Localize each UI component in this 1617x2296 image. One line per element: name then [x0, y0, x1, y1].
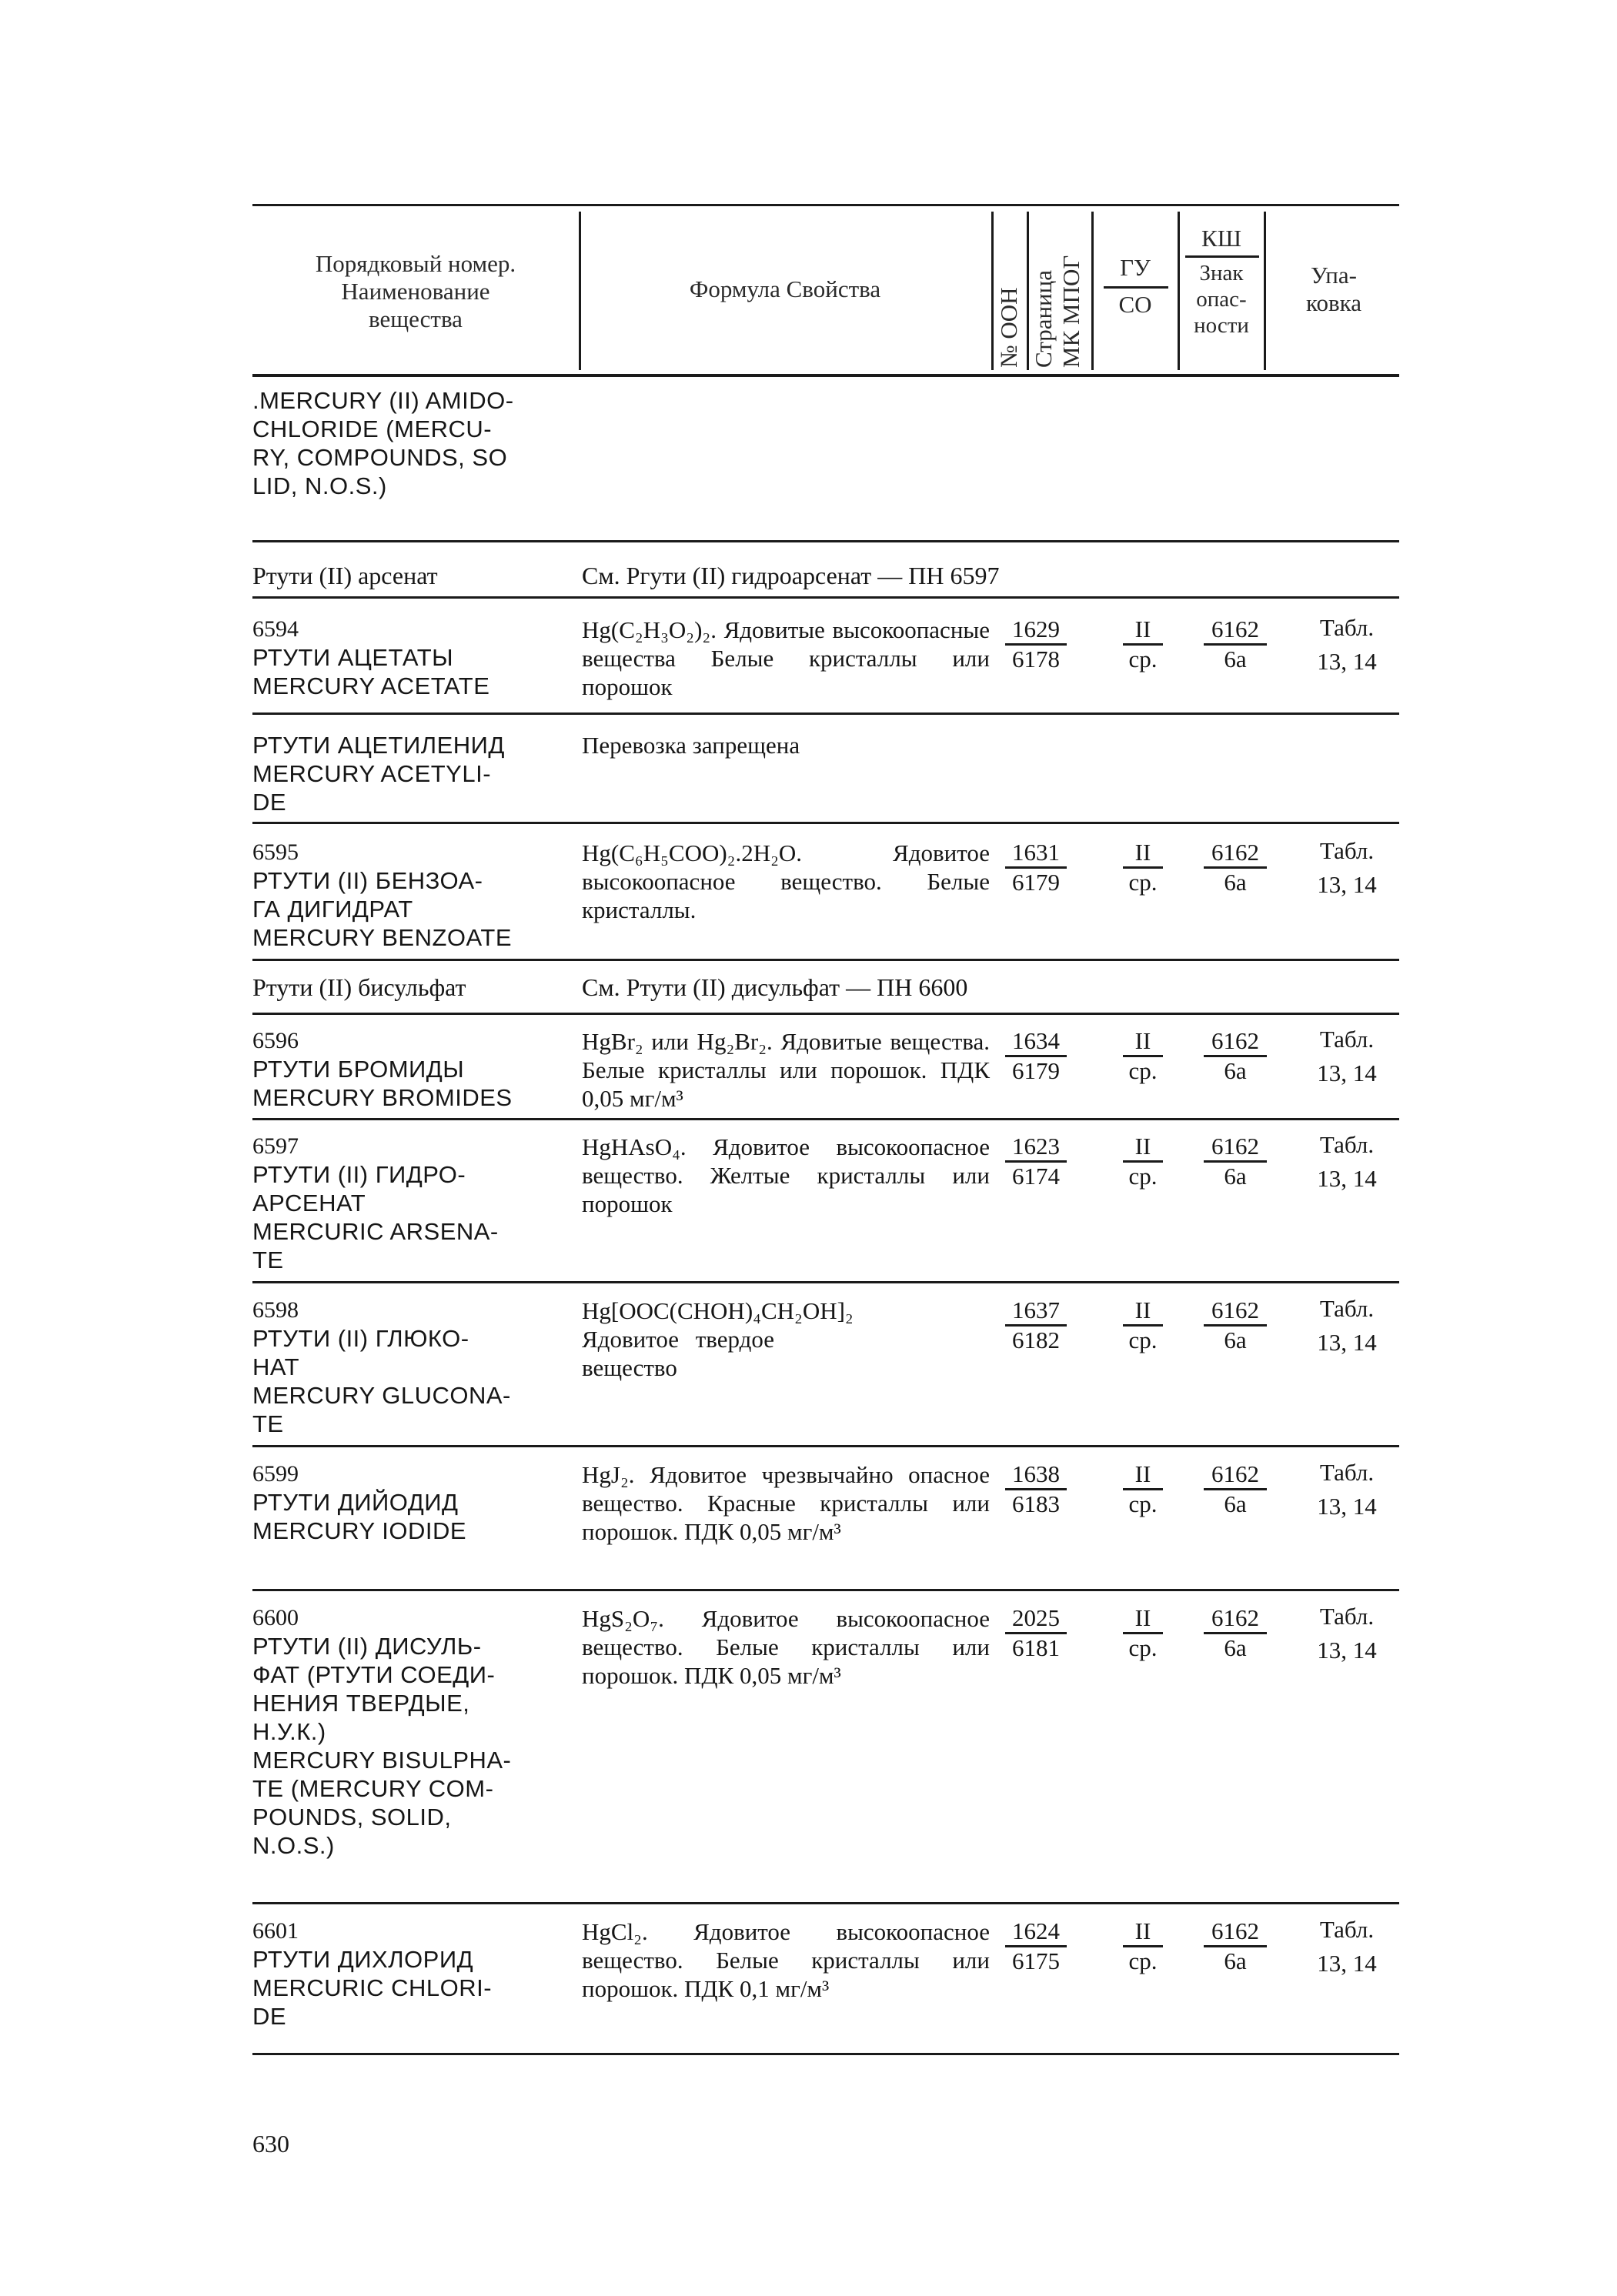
header-page-line: МК МПОГ	[1057, 255, 1084, 368]
formula-properties	[582, 1604, 990, 1690]
ksh-cell	[1193, 1460, 1278, 1518]
substance-name: DE	[252, 789, 287, 816]
gu-value: II	[1134, 1460, 1151, 1487]
co-value: ср.	[1123, 1945, 1163, 1975]
row-separator	[252, 1013, 1399, 1015]
un-number-cell	[994, 1917, 1077, 1975]
substance-name: POUNDS, SOLID,	[252, 1804, 452, 1830]
page-number: 630	[252, 2130, 289, 2158]
header-sign-line: опас-	[1196, 287, 1247, 312]
packing-tables: 13, 14	[1317, 1060, 1377, 1086]
co-value: ср.	[1123, 1324, 1163, 1354]
packing-cell	[1301, 1023, 1393, 1090]
un-number: 1637	[1012, 1297, 1060, 1323]
substance-names	[252, 973, 576, 1002]
un-number-cell	[994, 1604, 1077, 1662]
substance-name: РТУТИ АЦЕТАТЫ	[252, 644, 454, 671]
substance-name: РТУТИ АЦЕТИЛЕНИД	[252, 732, 505, 759]
header-sign-line: Знак	[1199, 261, 1244, 285]
serial-number: 6596	[252, 1028, 299, 1053]
serial-number: 6594	[252, 616, 299, 642]
header-name-line: Наименование	[341, 278, 490, 305]
serial-number: 6601	[252, 1918, 299, 1944]
header-co: СО	[1118, 291, 1152, 318]
danger-sign: 6а	[1204, 643, 1267, 673]
packing-label: Табл.	[1319, 1295, 1375, 1322]
co-value: ср.	[1123, 1632, 1163, 1662]
packing-tables: 13, 14	[1317, 1950, 1377, 1977]
formula-text: HgJ₂. Ядовитое чрезвычайно опасное вещество. Красные кристаллы или порошок. ПДК 0,05 мг/м³	[582, 1461, 990, 1545]
header-formula-column: Формула Свойства	[689, 275, 881, 302]
substance-names	[252, 1604, 576, 1860]
formula-text: HgHAsO₄. Ядовитое высокоопасное вещество. Желтые кристаллы или порошок	[582, 1133, 990, 1217]
formula-properties	[582, 1460, 990, 1546]
formula-text: HgS₂O₇. Ядовитое высокоопасное вещество. Белые кристаллы или порошок. ПДК 0,05 мг/м³	[582, 1605, 990, 1689]
cross-reference	[582, 973, 1167, 1002]
packing-tables: 13, 14	[1317, 1165, 1377, 1192]
co-value: ср.	[1123, 866, 1163, 896]
substance-name: ГА ДИГИДРАТ	[252, 896, 413, 923]
packing-label: Табл.	[1319, 614, 1375, 641]
substance-name: LID, N.O.S.)	[252, 472, 387, 499]
header-name-line: вещества	[369, 305, 463, 332]
row-separator	[252, 1118, 1399, 1120]
header-pack-column	[1268, 262, 1399, 317]
substance-name: MERCURIC CHLORI-	[252, 1974, 493, 2001]
gu-cell	[1112, 616, 1174, 673]
gu-value: II	[1134, 1133, 1151, 1160]
packing-tables: 13, 14	[1317, 871, 1377, 898]
co-value: ср.	[1123, 1160, 1163, 1190]
header-gu-rule	[1104, 286, 1168, 289]
substance-names	[252, 1027, 576, 1112]
ksh-value: 6162	[1211, 839, 1259, 866]
mpog-page: 6182	[1005, 1324, 1067, 1354]
gu-value: II	[1134, 1917, 1151, 1944]
row-separator	[252, 2053, 1399, 2055]
substance-name: НЕНИЯ ТВЕРДЫЕ,	[252, 1690, 470, 1717]
substance-names	[252, 1297, 576, 1438]
packing-tables: 13, 14	[1317, 1329, 1377, 1356]
header-page-column	[1030, 255, 1085, 368]
cross-reference	[582, 562, 1167, 590]
mpog-page: 6179	[1005, 1055, 1067, 1085]
un-number: 1629	[1012, 616, 1060, 642]
substance-name: CHLORIDE (MERCU-	[252, 415, 493, 442]
substance-names	[252, 1460, 576, 1545]
ksh-cell	[1193, 1133, 1278, 1190]
substance-name: N.O.S.)	[252, 1832, 335, 1859]
packing-cell	[1301, 1456, 1393, 1523]
substance-name: .MERCURY (II) AMIDO-	[252, 387, 514, 414]
gu-value: II	[1134, 1604, 1151, 1631]
substance-name: DE	[252, 2003, 287, 2030]
substance-names	[252, 616, 576, 700]
packing-cell	[1301, 1913, 1393, 1981]
danger-sign: 6а	[1204, 1945, 1267, 1975]
substance-name: ФАТ (РТУТИ СОЕДИ-	[252, 1661, 496, 1688]
packing-cell	[1301, 1292, 1393, 1360]
un-number-cell	[994, 616, 1077, 673]
un-number-cell	[994, 1460, 1077, 1518]
mpog-page: 6175	[1005, 1945, 1067, 1975]
substance-name: Ртути (II) бисульфат	[252, 973, 466, 1001]
mpog-page: 6183	[1005, 1488, 1067, 1518]
substance-name: Н.У.К.)	[252, 1718, 326, 1745]
row-separator	[252, 540, 1399, 542]
substance-names	[252, 386, 576, 500]
gu-cell	[1112, 1133, 1174, 1190]
substance-name: Ртути (II) арсенат	[252, 562, 438, 589]
ksh-cell	[1193, 1604, 1278, 1662]
substance-name: РТУТИ (II) ГИДРО-	[252, 1161, 466, 1188]
packing-label: Табл.	[1319, 1459, 1375, 1486]
header-separator	[1178, 212, 1180, 370]
substance-name: РТУТИ ДИХЛОРИД	[252, 1946, 474, 1973]
danger-sign: 6а	[1204, 1160, 1267, 1190]
un-number-cell	[994, 1297, 1077, 1354]
row-separator	[252, 712, 1399, 715]
formula-text: HgBr₂ или Hg₂Br₂. Ядовитые вещества. Белые кристаллы или порошок. ПДК 0,05 мг/м³	[582, 1028, 990, 1112]
ksh-cell	[1193, 1027, 1278, 1085]
co-value: ср.	[1123, 643, 1163, 673]
un-number: 2025	[1012, 1604, 1060, 1631]
mpog-page: 6174	[1005, 1160, 1067, 1190]
un-number-cell	[994, 839, 1077, 896]
row-separator	[252, 822, 1399, 824]
header-separator	[1091, 212, 1094, 370]
formula-properties	[582, 1133, 990, 1218]
substance-names	[252, 562, 576, 590]
header-ksh-rule	[1185, 255, 1259, 258]
un-number: 1623	[1012, 1133, 1060, 1160]
header-separator	[991, 212, 994, 370]
ksh-cell	[1193, 839, 1278, 896]
packing-tables: 13, 14	[1317, 1637, 1377, 1664]
packing-cell	[1301, 611, 1393, 679]
formula-properties	[582, 616, 990, 701]
ksh-value: 6162	[1211, 1604, 1259, 1631]
ksh-cell	[1193, 1297, 1278, 1354]
row-separator	[252, 1445, 1399, 1447]
gu-cell	[1112, 839, 1174, 896]
packing-tables: 13, 14	[1317, 1493, 1377, 1520]
danger-sign: 6а	[1204, 1324, 1267, 1354]
row-separator	[252, 1589, 1399, 1591]
gu-cell	[1112, 1297, 1174, 1354]
formula-properties	[582, 839, 990, 924]
header-ksh: КШ	[1201, 225, 1241, 252]
substance-name: РТУТИ ДИЙОДИД	[252, 1489, 459, 1516]
un-number: 1624	[1012, 1917, 1060, 1944]
gu-cell	[1112, 1604, 1174, 1662]
substance-name: НАТ	[252, 1353, 300, 1380]
packing-label: Табл.	[1319, 1131, 1375, 1158]
row-separator	[252, 1281, 1399, 1283]
gu-value: II	[1134, 839, 1151, 866]
header-page-line: Страница	[1030, 270, 1057, 368]
substance-name: АРСЕНАТ	[252, 1190, 366, 1216]
un-number: 1638	[1012, 1460, 1060, 1487]
un-number: 1634	[1012, 1027, 1060, 1054]
serial-number: 6599	[252, 1461, 299, 1487]
packing-cell	[1301, 1600, 1393, 1667]
substance-name: MERCURIC ARSENA-	[252, 1218, 499, 1245]
formula-properties	[582, 1027, 990, 1113]
reference-text: См. Ргути (II) гидроарсенат — ПН 6597	[582, 562, 1000, 589]
header-bottom-rule	[252, 374, 1399, 377]
serial-number: 6597	[252, 1133, 299, 1159]
danger-sign: 6а	[1204, 866, 1267, 896]
substance-name: MERCURY ACETYLI-	[252, 760, 492, 787]
un-number-cell	[994, 1133, 1077, 1190]
ksh-value: 6162	[1211, 1297, 1259, 1323]
co-value: ср.	[1123, 1488, 1163, 1518]
danger-sign: 6а	[1204, 1055, 1267, 1085]
row-separator	[252, 596, 1399, 599]
substance-name: РТУТИ (II) ДИСУЛЬ-	[252, 1633, 482, 1660]
packing-label: Табл.	[1319, 1026, 1375, 1053]
formula-properties	[582, 731, 990, 759]
substance-names	[252, 1133, 576, 1274]
serial-number: 6600	[252, 1605, 299, 1630]
substance-name: РТУТИ (II) БЕНЗОА-	[252, 867, 483, 894]
gu-cell	[1112, 1027, 1174, 1085]
un-number-cell	[994, 1027, 1077, 1085]
substance-name: MERCURY ACETATE	[252, 672, 490, 699]
row-separator	[252, 1902, 1399, 1904]
substance-names	[252, 731, 576, 816]
header-separator	[579, 212, 581, 370]
ksh-cell	[1193, 616, 1278, 673]
reference-text: См. Ртути (II) дисульфат — ПН 6600	[582, 973, 968, 1001]
mpog-page: 6178	[1005, 643, 1067, 673]
formula-text: HgCl₂. Ядовитое высокоопасное вещество. Белые кристаллы или порошок. ПДК 0,1 мг/м³	[582, 1918, 990, 2002]
serial-number: 6598	[252, 1297, 299, 1323]
formula-text: Hg[OOC(CHOH)₄CH₂OH]₂ Ядовитое твердое вещество	[582, 1297, 854, 1381]
substance-name: MERCURY GLUCONA-	[252, 1382, 511, 1409]
formula-properties	[582, 1917, 990, 2003]
header-pack-line: Упа-	[1311, 262, 1357, 289]
header-gu: ГУ	[1120, 254, 1151, 281]
packing-label: Табл.	[1319, 1916, 1375, 1943]
ksh-value: 6162	[1211, 616, 1259, 642]
ksh-cell	[1193, 1917, 1278, 1975]
un-number: 1631	[1012, 839, 1060, 866]
ksh-value: 6162	[1211, 1917, 1259, 1944]
substance-names	[252, 839, 576, 952]
header-separator	[1027, 212, 1029, 370]
header-name-column	[254, 250, 577, 333]
gu-value: II	[1134, 616, 1151, 642]
gu-value: II	[1134, 1027, 1151, 1054]
substance-name: MERCURY IODIDE	[252, 1517, 467, 1544]
gu-cell	[1112, 1460, 1174, 1518]
gu-value: II	[1134, 1297, 1151, 1323]
header-pack-line: ковка	[1306, 289, 1361, 316]
packing-cell	[1301, 834, 1393, 902]
header-top-rule	[252, 204, 1399, 206]
substance-name: РТУТИ БРОМИДЫ	[252, 1056, 465, 1083]
packing-label: Табл.	[1319, 837, 1375, 864]
formula-properties	[582, 1297, 990, 1382]
substance-name: TE (MERCURY COM-	[252, 1775, 494, 1802]
substance-name: MERCURY BROMIDES	[252, 1084, 513, 1111]
packing-label: Табл.	[1319, 1603, 1375, 1630]
substance-name: TE	[252, 1410, 284, 1437]
substance-name: РТУТИ (II) ГЛЮКО-	[252, 1325, 469, 1352]
substance-name: TE	[252, 1246, 284, 1273]
serial-number: 6595	[252, 839, 299, 865]
danger-sign: 6а	[1204, 1632, 1267, 1662]
header-sign-line: ности	[1194, 313, 1249, 338]
packing-cell	[1301, 1128, 1393, 1196]
ksh-value: 6162	[1211, 1133, 1259, 1160]
row-separator	[252, 959, 1399, 961]
formula-text: Hg(C₆H₅COO)₂.2H₂O. Ядовитое высокоопасное вещество. Белые кристаллы.	[582, 839, 990, 923]
packing-tables: 13, 14	[1317, 648, 1377, 675]
co-value: ср.	[1123, 1055, 1163, 1085]
header-name-line: Порядковый номер.	[315, 250, 516, 277]
ksh-value: 6162	[1211, 1460, 1259, 1487]
mpog-page: 6181	[1005, 1632, 1067, 1662]
formula-text: Hg(C₂H₃O₂)₂. Ядовитые высокоопасные вещества Белые кристаллы или порошок	[582, 616, 990, 700]
header-un-column: № ООН	[995, 287, 1022, 368]
substance-names	[252, 1917, 576, 2031]
header-sign-column	[1181, 260, 1262, 339]
header-separator	[1264, 212, 1266, 370]
substance-name: MERCURY BISULPHA-	[252, 1747, 512, 1774]
substance-name: MERCURY BENZOATE	[252, 924, 512, 951]
gu-cell	[1112, 1917, 1174, 1975]
ksh-value: 6162	[1211, 1027, 1259, 1054]
substance-name: RY, COMPOUNDS, SO	[252, 444, 508, 471]
transport-prohibited: Перевозка запрещена	[582, 732, 800, 759]
danger-sign: 6а	[1204, 1488, 1267, 1518]
mpog-page: 6179	[1005, 866, 1067, 896]
